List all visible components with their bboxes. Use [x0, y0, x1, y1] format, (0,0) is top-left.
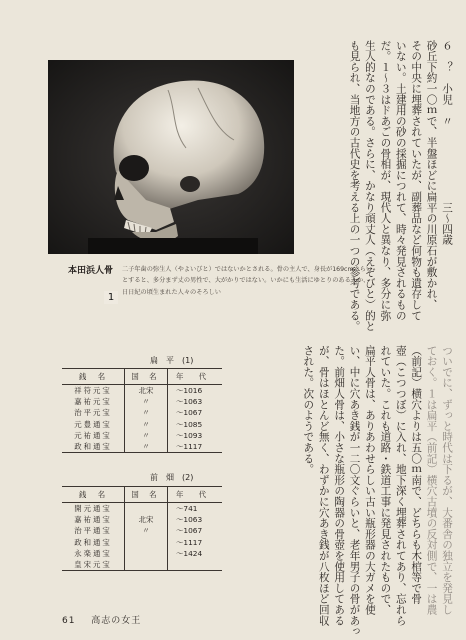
coin-name-cell: 嘉祐元宝 [62, 396, 125, 407]
country-cell [125, 559, 168, 571]
era-cell: 〜741 [176, 504, 198, 513]
coin-name-cell: 永楽通宝 [62, 548, 125, 559]
col-header-era: 年 代 [168, 369, 223, 385]
era-cell: 〜1085 [176, 419, 203, 429]
coin-name-cell: 治平元宝 [62, 407, 125, 418]
text-column: た。前畑人骨は、小さな瓶形の陶器の骨壺を使用してある [333, 345, 346, 626]
text-column: （前記）横穴よりは五〇ｍ南で、どちらも木棺等で骨 [410, 345, 423, 605]
text-column: 砂丘下約一〇ｍで、半盤ほどに扁平の川原石が敷かれ、 [425, 40, 438, 310]
table-row [62, 407, 222, 418]
text-column: 扁平人骨は、ありあわせらしい古い瓶形器の大ガメを使 [363, 345, 376, 615]
col-header-country: 国 名 [125, 369, 168, 385]
text-column: い、中に穴あき銭が一二〇文ぐらいと、老年男子の骨があっ [348, 345, 361, 637]
era-cell: 〜1117 [168, 441, 223, 453]
text-column: ておく。１は扁平（前記）横穴古墳の反対側で、一は農 [425, 345, 438, 615]
page-number: 61 [62, 616, 76, 626]
figure-number: 1 [104, 291, 118, 304]
country-cell: 北宋 [125, 385, 168, 397]
era-cell: 〜1063 [176, 397, 203, 407]
text-column: だ。１〜３はドあごの骨相が、現代人と異なり、多分に弥 [379, 40, 392, 321]
table-row [62, 548, 222, 559]
table-row [62, 537, 222, 548]
country-cell [125, 548, 168, 559]
photo-caption-title: 本田浜人骨 [68, 266, 114, 276]
country-cell: 〃 [125, 525, 168, 536]
coin-name-cell: 元祐通宝 [62, 430, 125, 441]
coin-table-1 [62, 368, 222, 453]
country-cell: 〃 [125, 441, 168, 453]
country-cell: 〃 [125, 419, 168, 430]
era-cell: 〜1424 [176, 548, 203, 558]
text-column: も見られ、当地方の古代史を考える上の一つの参考である。 [348, 40, 361, 332]
body-text-lower [264, 345, 454, 637]
table2-title: 前 畑 (2) [150, 473, 194, 482]
text-column: いない。土建用の砂の採掘につれて、時々発見されるもの [394, 40, 407, 321]
text-column: が、骨はほとんど無く、わずかに穴あき銭が八枚ほど回収 [317, 345, 330, 626]
table-row [62, 430, 222, 441]
text-column: された。次のようである。 [302, 345, 315, 475]
page-footer [62, 613, 141, 626]
country-cell [125, 537, 168, 548]
country-cell [125, 503, 168, 515]
coin-name-cell: 皇宋元宝 [62, 559, 125, 571]
coin-name-cell: 政和通宝 [62, 537, 125, 548]
country-cell: 〃 [125, 407, 168, 418]
coin-table-2 [62, 486, 222, 571]
text-column: ６ ？ 小児 〃 三〜四歳 [441, 40, 453, 246]
table-row [62, 559, 222, 571]
table-row [62, 419, 222, 430]
running-title: 高志の女王 [91, 616, 142, 626]
coin-name-cell: 治平通宝 [62, 525, 125, 536]
skull-image [48, 60, 294, 254]
coin-name-cell: 開元通宝 [62, 503, 125, 515]
table-row [62, 525, 222, 536]
table-row [62, 503, 222, 515]
caption-line: 二子年歯の弥生人（やよいびと）ではないかとされる。骨の主人で、身長が169cmぐらい [122, 266, 373, 273]
era-cell: 〜1016 [176, 386, 203, 395]
col-header-coin-name: 銭 名 [62, 369, 125, 385]
country-cell: 北宋 [125, 514, 168, 525]
era-cell: 〜1067 [176, 526, 203, 536]
era-cell: 〜1067 [176, 408, 203, 418]
col-header-era: 年 代 [168, 487, 223, 503]
country-cell: 〃 [125, 396, 168, 407]
text-column: 壺（こつつぼ）に入れ、地下深く埋葬されてあり、忘れら [394, 345, 407, 626]
era-cell: 〜1117 [176, 537, 203, 547]
text-column: その中央に埋葬されていたが、副葬品など何物も遺存して [410, 40, 423, 321]
caption-line: 日日紀の頃生まれた人々のそろしい [122, 288, 221, 296]
photo-caption [122, 264, 373, 298]
text-column: ついでに、ずっと時代は下るが、大番舎の独立を発見し [441, 345, 453, 615]
coin-name-cell: 政和通宝 [62, 441, 125, 453]
text-column: れていた。これも道路・鉄道工事に発見されたもので、 [379, 345, 392, 615]
table-row [62, 396, 222, 407]
table-row [62, 441, 222, 453]
text-column: 生人的なのである。さらに、かなり頑丈人（えぞびと）的と [363, 40, 376, 332]
era-cell: 〜1063 [176, 515, 203, 525]
coin-name-cell: 元豊通宝 [62, 419, 125, 430]
era-cell [168, 559, 223, 571]
country-cell: 〃 [125, 430, 168, 441]
era-cell: 〜1093 [176, 430, 203, 440]
table1-title: 扁 平 (1) [150, 356, 194, 365]
table-row [62, 385, 222, 397]
coin-name-cell: 嘉祐通宝 [62, 514, 125, 525]
col-header-coin-name: 銭 名 [62, 487, 125, 503]
coin-name-cell: 祥符元宝 [62, 385, 125, 397]
caption-line: とすると、多分まず丈の男性で、大がかりではない。いかにも生活にゆとりのある人か、 [122, 277, 370, 285]
table-row [62, 514, 222, 525]
col-header-country: 国 名 [125, 487, 168, 503]
